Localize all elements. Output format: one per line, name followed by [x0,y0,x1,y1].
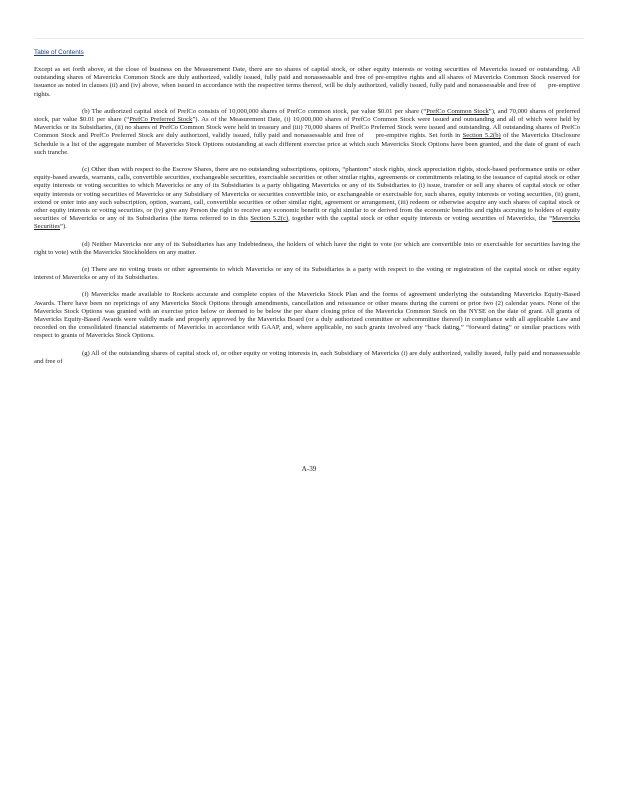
table-of-contents-link[interactable]: Table of Contents [34,49,84,56]
paragraph-e [34,266,580,282]
p0-text: Except as set forth above, at the close of business on the Measurement Date, there are no shares of capital stock, or other equity interests or voting securities of Mavericks issued or outstanding. All outstanding shares of Mavericks Common Stock are duly authorized, validly issued, fully paid and nonassessable and free of pre-emptive rights and all shares of Mavericks Common Stock reserved for issuance as noted in clauses (ii) and (iv) above, when issued in accordance with the respective terms thereof, will be duly authorized, validly issued, fully paid and nonassessable and free of [34,66,580,90]
paragraph-b [34,108,580,157]
g-text: All of the outstanding shares of capital stock of, or other equity or voting interests in, each Subsidiary of Mavericks (i) are duly authorized, validly issued, fully paid and nonassessable and free of [34,349,580,365]
paragraph-c [34,166,580,232]
paragraph-d-label: (d) [82,240,90,248]
page-number: A-39 [301,465,317,473]
defined-term-prefco-common-stock: PrefCo Common Stock [426,107,489,115]
c-text-2: , together with the capital stock or other equity interests or voting securities of Mavericks, the “ [288,215,553,223]
b-text-2: ”), and 70,000 shares of preferred stock, par value $0.01 per share (“ [34,107,581,124]
document-body [34,66,580,375]
paragraph-intro [34,66,580,99]
f-text: Mavericks made available to Rockets accurate and complete copies of the Mavericks Stock Plan and the forms of agreement underlying the outstanding Mavericks Equity-Based Awards. There have been no repricings of any Mavericks Stock Options through amendments, cancellation and reissuance or other means during the current or prior two (2) calendar years. None of the Mavericks Stock Options was granted with an exercise price below or deemed to be below the per share closing price of the Mavericks Common Stock on the NYSE on the date of grant. All grants of Mavericks Equity-Based Awards were validly made and properly approved by the Mavericks Board (or a duly authorized committee or subcommittee thereof) in compliance with all applicable Law and recorded on the consolidated financial statements of Mavericks in accordance with GAAP, and, where applicable, no such grants involved any “back dating,” “forward dating” or similar practices with respect to grants of Mavericks Stock Options. [34,291,580,340]
b-text-5: of the Mavericks Disclosure Schedule is a list of the aggregate number of Mavericks Stock Options outstanding at each different exercise price at which such Mavericks Stock Options have been granted, and the date of grant of each such tranche. [34,132,580,156]
e-text: There are no voting trusts or other agreements to which Mavericks or any of its Subsidiaries is a party with respect to the voting or registration of the capital stock or other equity interest of Mavericks or any of its Subsidiaries. [34,266,581,282]
paragraph-b-label: (b) [82,107,90,115]
defined-term-mavericks-securities: Mavericks Securities [34,215,580,231]
header-divider [34,38,584,39]
paragraph-c-label: (c) [82,166,90,174]
p0-end-text: pre-emptive rights. [34,82,580,98]
b-text-3: ”). As of the Measurement Date, (i) 10,000,000 shares of PrefCo Common Stock were issued and outstanding and all of which were held by Mavericks or its Subsidiaries, (ii) no shares of PrefCo Common Stock were held in treasury and (iii) 70,000 shares of PrefCo Preferred Stock were issued and outstanding. All outstanding shares of PrefCo Common Stock and PrefCo Preferred Stock are duly authorized, validly issued, fully paid and nonassessable and free of [34,116,580,140]
c-text-1: Other than with respect to the Escrow Shares, there are no outstanding subscriptions, options, “phantom” stock rights, stock appreciation rights, stock-based performance units or other equity-based awards, warrants, calls, convertible securities, exchangeable securities, exercisable securities or other similar rights, agreements or commitments relating to the issuance of capital stock or other equity interests or voting securities to which Mavericks or any of its Subsidiaries is a party obligating Mavericks or any of its Subsidiaries to (i) issue, transfer or sell any shares of capital stock or other equity interests or voting securities of Mavericks or any Subsidiary of Mavericks or securities convertible into, or exchangeable or exercisable for, such shares, equity interests or voting securities, (ii) grant, extend or enter into any such subscription, option, warrant, call, convertible securities or other similar right, agreement or arrangement, (iii) redeem or otherwise acquire any such shares of capital stock or other equity interests or voting securities, or (iv) give any Person the right to receive any economic benefit or right similar to or derived from the economic benefits and rights accruing to holders of equity securities of Mavericks or any of its Subsidiaries (the items referred to in this [34,166,580,223]
paragraph-d [34,241,580,257]
section-ref-5-2-c: Section 5.2(c) [250,215,289,223]
defined-term-prefco-preferred-stock: PrefCo Preferred Stock [129,116,193,124]
b-text-1: The authorized capital stock of PrefCo consists of 10,000,000 shares of PrefCo common stock, par value $0.01 per share (“ [91,107,427,115]
d-text: Neither Mavericks nor any of its Subsidiaries has any Indebtedness, the holders of which have the right to vote (or which are convertible into or exercisable for securities having the right to vote) with the Mavericks Stockholders on any matter. [34,240,580,256]
paragraph-f-label: (f) [82,291,89,299]
paragraph-g [34,350,580,366]
c-text-3: ”). [60,223,67,231]
paragraph-f [34,291,580,340]
paragraph-g-label: (g) [82,349,90,357]
paragraph-e-label: (e) [82,266,90,274]
section-ref-5-2-b: Section 5.2(b) [462,132,501,140]
b-text-4: pre-emptive rights. Set forth in [375,132,461,140]
